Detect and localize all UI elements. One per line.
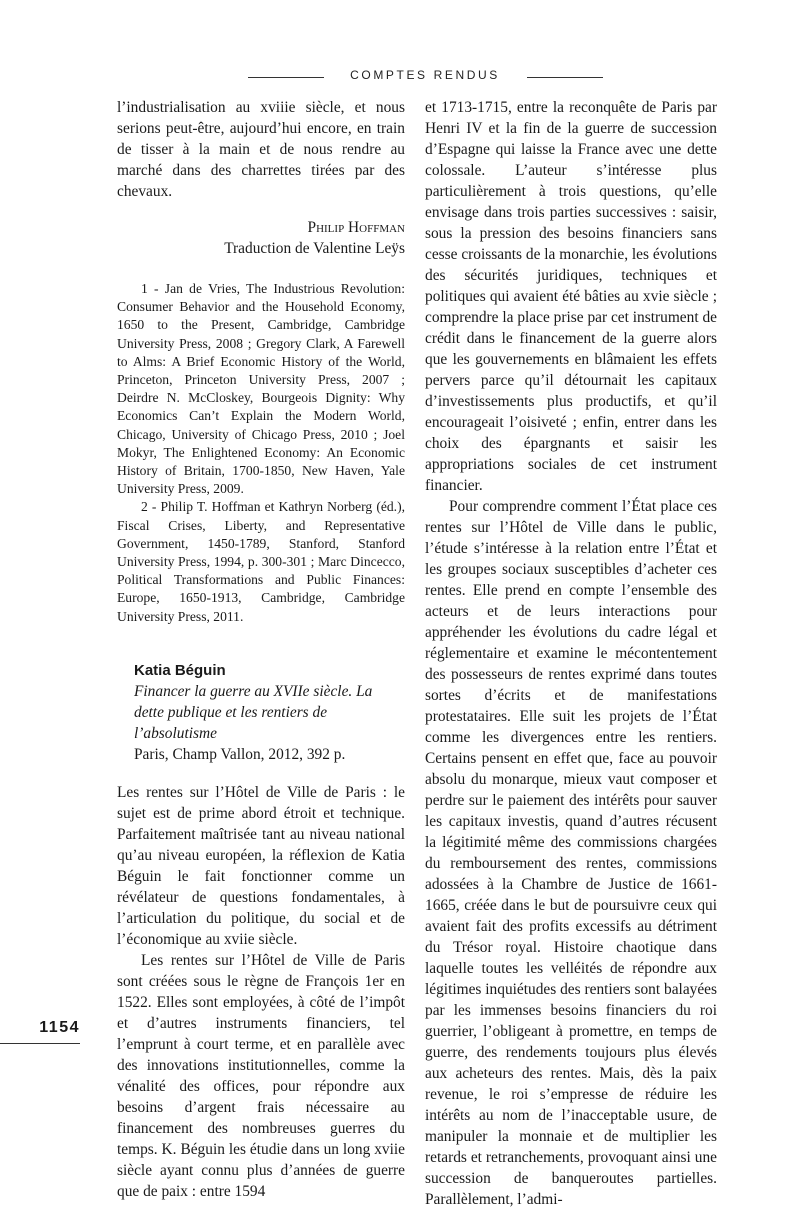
review-author: Katia Béguin — [134, 661, 226, 679]
page-number-rule — [0, 1043, 80, 1044]
review-body — [117, 782, 405, 1202]
running-header — [0, 68, 800, 88]
footnote-1: 1 - Jan de Vries, The Industrious Revolution: Consumer Behavior and the Household Economy, 1650 to the Present, Cambridge, Cambridge University Press, 2008 ; Gregory Clark, A Farewell to Alms: A Brief Economic History of the World, Princeton, Princeton University Press, 2007 ; Deirdre N. McCloskey, Bourgeois Dignity: Why Economics Can’t Explain the Modern World, Chicago, University of Chicago Press, 2010 ; Joel Mokyr, The Enlightened Economy: An Economic History of Britain, 1700-1850, New Haven, Yale University Press, 2009. — [117, 281, 405, 497]
right-column — [425, 97, 717, 1210]
page-number: 1154 — [39, 1019, 80, 1036]
review-publication: Paris, Champ Vallon, 2012, 392 p. — [134, 745, 346, 763]
review-heading — [117, 660, 405, 765]
signature-author: Philip Hoffman — [307, 219, 405, 236]
header-title: COMPTES RENDUS — [350, 68, 500, 82]
review-book-title: Financer la guerre au XVIIe siècle. La dette publique et les rentiers de l’absolutisme — [134, 682, 373, 742]
signature — [117, 217, 405, 259]
right-paragraph-1: et 1713-1715, entre la reconquête de Paris par Henri IV et la fin de la guerre de succession d’Espagne qui laisse la France avec une dette colossale. L’auteur s’intéresse plus particulièrement à trois questions, qu’elle envisage dans trois parties successives : saisir, sous la pression des besoins financiers sans cesse croissants de la monarchie, les évolutions des sécurités juridiques, techniques et politiques qui avaient été bâties au xvie siècle ; comprendre la place prise par cet instrument de crédit dans le financement de la guerre alors que les gouvernements en blâmaient les effets pervers parce qu’il détournait les capitaux d’investissements plus productifs, et qu’il encourageait l’oisiveté ; enfin, entrer dans les choix des épargnants et saisir les appropriations sociales de cet instrument financier. — [425, 99, 717, 494]
paragraph-end: l’industrialisation au xviiie siècle, et nous serions peut-être, aujourd’hui encore, en train de tisser à la main et de nous rendre au marché dans des charrettes tirées par des chevaux. — [117, 99, 405, 200]
header-rule-left — [248, 77, 324, 78]
signature-translator: Traduction de Valentine Leÿs — [224, 240, 405, 257]
body-paragraph-1: Les rentes sur l’Hôtel de Ville de Paris : le sujet est de prime abord étroit et technique. Parfaitement maîtrisée tant au niveau national qu’au niveau européen, la réflexion de Katia Béguin le fait fonctionner comme un révélateur de questions fondamentales, à l’articulation du politique, du social et de l’économique au xviie siècle. — [117, 783, 405, 948]
header-rule-right — [527, 77, 603, 78]
left-column — [117, 97, 405, 1202]
footnote-2: 2 - Philip T. Hoffman et Kathryn Norberg (éd.), Fiscal Crises, Liberty, and Representative Government, 1450-1789, Stanford, Stanford University Press, 1994, p. 300-301 ; Marc Dincecco, Political Transformations and Public Finances: Europe, 1650-1913, Cambridge, Cambridge University Press, 2011. — [117, 499, 405, 624]
body-paragraph-2: Les rentes sur l’Hôtel de Ville de Paris sont créées sous le règne de François 1er en 1522. Elles sont employées, à côté de l’impôt et d’autres instruments financiers, tel l’emprunt à court terme, et en parallèle avec des innovations institutionnelles, comme la vénalité des offices, pour répondre aux besoins d’argent frais nécessaire au financement des nombreuses guerres du temps. K. Béguin les étudie dans un long xviie siècle ayant connu plus d’années de guerre que de paix : entre 1594 — [117, 951, 405, 1200]
footnotes — [117, 280, 405, 626]
right-paragraph-2: Pour comprendre comment l’État place ces rentes sur l’Hôtel de Ville dans le public, l’étude s’intéresse à la relation entre l’État et les groupes sociaux susceptibles d’acheter ces rentes. Elle prend en compte l’ensemble des acteurs et de leurs interactions pour appréhender les évolutions du cadre légal et réglementaire et examine le mécontentement des possesseurs de rentes exprimé dans toutes sortes d’écrits et de manifestations protestataires. Elle suit les projets de l’État comme les divergences entre les rentiers. Certains pensent en effet que, face au pouvoir absolu du monarque, mieux vaut composer et perdre sur le paiement des intérêts pour sauver les capitaux investis, quand d’autres récusent la légitimité même des commissions chargées du remboursement des rentes, commissions adossées à la Chambre de Justice de 1661-1665, créée dans le but de poursuivre ceux qui avaient fait des profits excessifs au détriment du Trésor royal. Histoire chaotique dans laquelle toutes les velléités de répondre aux légitimes inquiétudes des rentiers sont balayées par les immenses besoins financiers du roi guerrier, l’obligeant à promettre, en temps de guerre, des rendements toujours plus élevés aux acheteurs des rentes. Mais, dès la paix revenue, le roi s’empresse de réduire les intérêts au nom de l’inacceptable usure, de manipuler la monnaie et de multiplier les retards et retranchements, provoquant ainsi une succession de banqueroutes partielles. Parallèlement, l’admi- — [425, 498, 717, 1208]
